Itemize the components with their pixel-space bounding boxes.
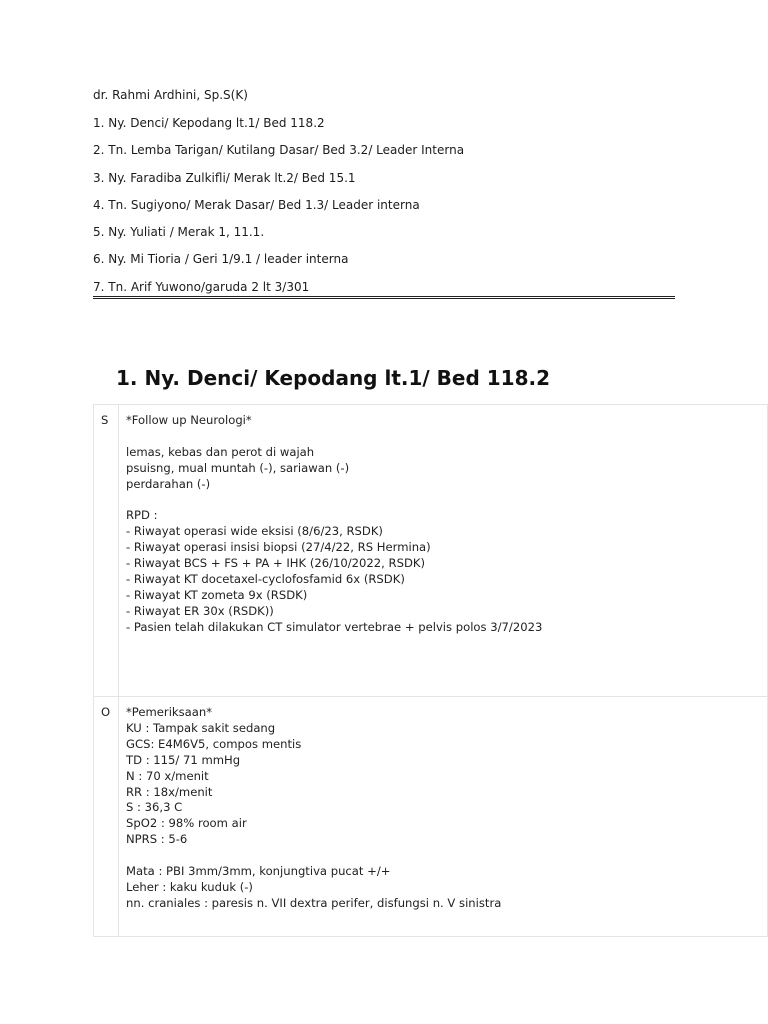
note-line: SpO2 : 98% room air <box>126 816 247 831</box>
soap-label-o: O <box>94 697 119 937</box>
patient-item: 7. Tn. Arif Yuwono/garuda 2 lt 3/301 <box>93 279 310 294</box>
note-line: lemas, kebas dan perot di wajah <box>126 444 315 459</box>
soap-table <box>93 404 768 937</box>
soap-row-objective <box>94 697 768 937</box>
soap-row-subjective <box>94 405 768 697</box>
note-line: GCS: E4M6V5, compos mentis <box>126 736 302 751</box>
note-line <box>126 429 761 445</box>
double-divider <box>93 296 675 299</box>
patient-item: 1. Ny. Denci/ Kepodang lt.1/ Bed 118.2 <box>93 116 325 130</box>
note-line: - Pasien telah dilakukan CT simulator vertebrae + pelvis polos 3/7/2023 <box>126 619 543 634</box>
note-line: - Riwayat operasi insisi biopsi (27/4/22, RS Hermina) <box>126 540 431 555</box>
note-line: RR : 18x/menit <box>126 784 213 799</box>
soap-content-o <box>119 697 768 937</box>
patient-item: 3. Ny. Faradiba Zulkifli/ Merak lt.2/ Bed 15.1 <box>93 170 356 185</box>
note-line: - Riwayat operasi wide eksisi (8/6/23, RSDK) <box>126 524 383 539</box>
patient-list <box>93 115 675 306</box>
note-line: - Riwayat ER 30x (RSDK)) <box>126 603 274 618</box>
note-line: N : 70 x/menit <box>126 768 209 783</box>
patient-item: 2. Tn. Lemba Tarigan/ Kutilang Dasar/ Bed 3.2/ Leader Interna <box>93 143 465 158</box>
note-line: - Riwayat KT zometa 9x (RSDK) <box>126 587 308 602</box>
note-line: Mata : PBI 3mm/3mm, konjungtiva pucat +/+ <box>126 864 391 879</box>
patient-item: 5. Ny. Yuliati / Merak 1, 11.1. <box>93 225 265 240</box>
note-line: *Pemeriksaan* <box>126 705 213 719</box>
soap-label-s: S <box>94 405 119 697</box>
note-line: RPD : <box>126 508 158 523</box>
note-line <box>126 848 761 864</box>
note-line: - Riwayat KT docetaxel-cyclofosfamid 6x (RSDK) <box>126 572 405 587</box>
note-line: TD : 115/ 71 mmHg <box>126 752 241 767</box>
note-line: KU : Tampak sakit sedang <box>126 720 276 735</box>
note-line: NPRS : 5-6 <box>126 832 188 847</box>
note-line <box>126 493 761 509</box>
note-line: *Follow up Neurologi* <box>126 413 252 427</box>
note-line: psuisng, mual muntah (-), sariawan (-) <box>126 460 350 475</box>
patient-item: 4. Tn. Sugiyono/ Merak Dasar/ Bed 1.3/ Leader interna <box>93 197 420 212</box>
doctor-name: dr. Rahmi Ardhini, Sp.S(K) <box>93 88 248 102</box>
note-line: perdarahan (-) <box>126 476 211 491</box>
note-line: Leher : kaku kuduk (-) <box>126 879 253 894</box>
soap-content-s <box>119 405 768 697</box>
patient-item: 6. Ny. Mi Tioria / Geri 1/9.1 / leader interna <box>93 252 349 267</box>
section-title: 1. Ny. Denci/ Kepodang lt.1/ Bed 118.2 <box>116 366 551 390</box>
note-line: - Riwayat BCS + FS + PA + IHK (26/10/2022, RSDK) <box>126 556 426 571</box>
note-line: nn. craniales : paresis n. VII dextra perifer, disfungsi n. V sinistra <box>126 895 502 910</box>
note-line: S : 36,3 C <box>126 800 183 815</box>
